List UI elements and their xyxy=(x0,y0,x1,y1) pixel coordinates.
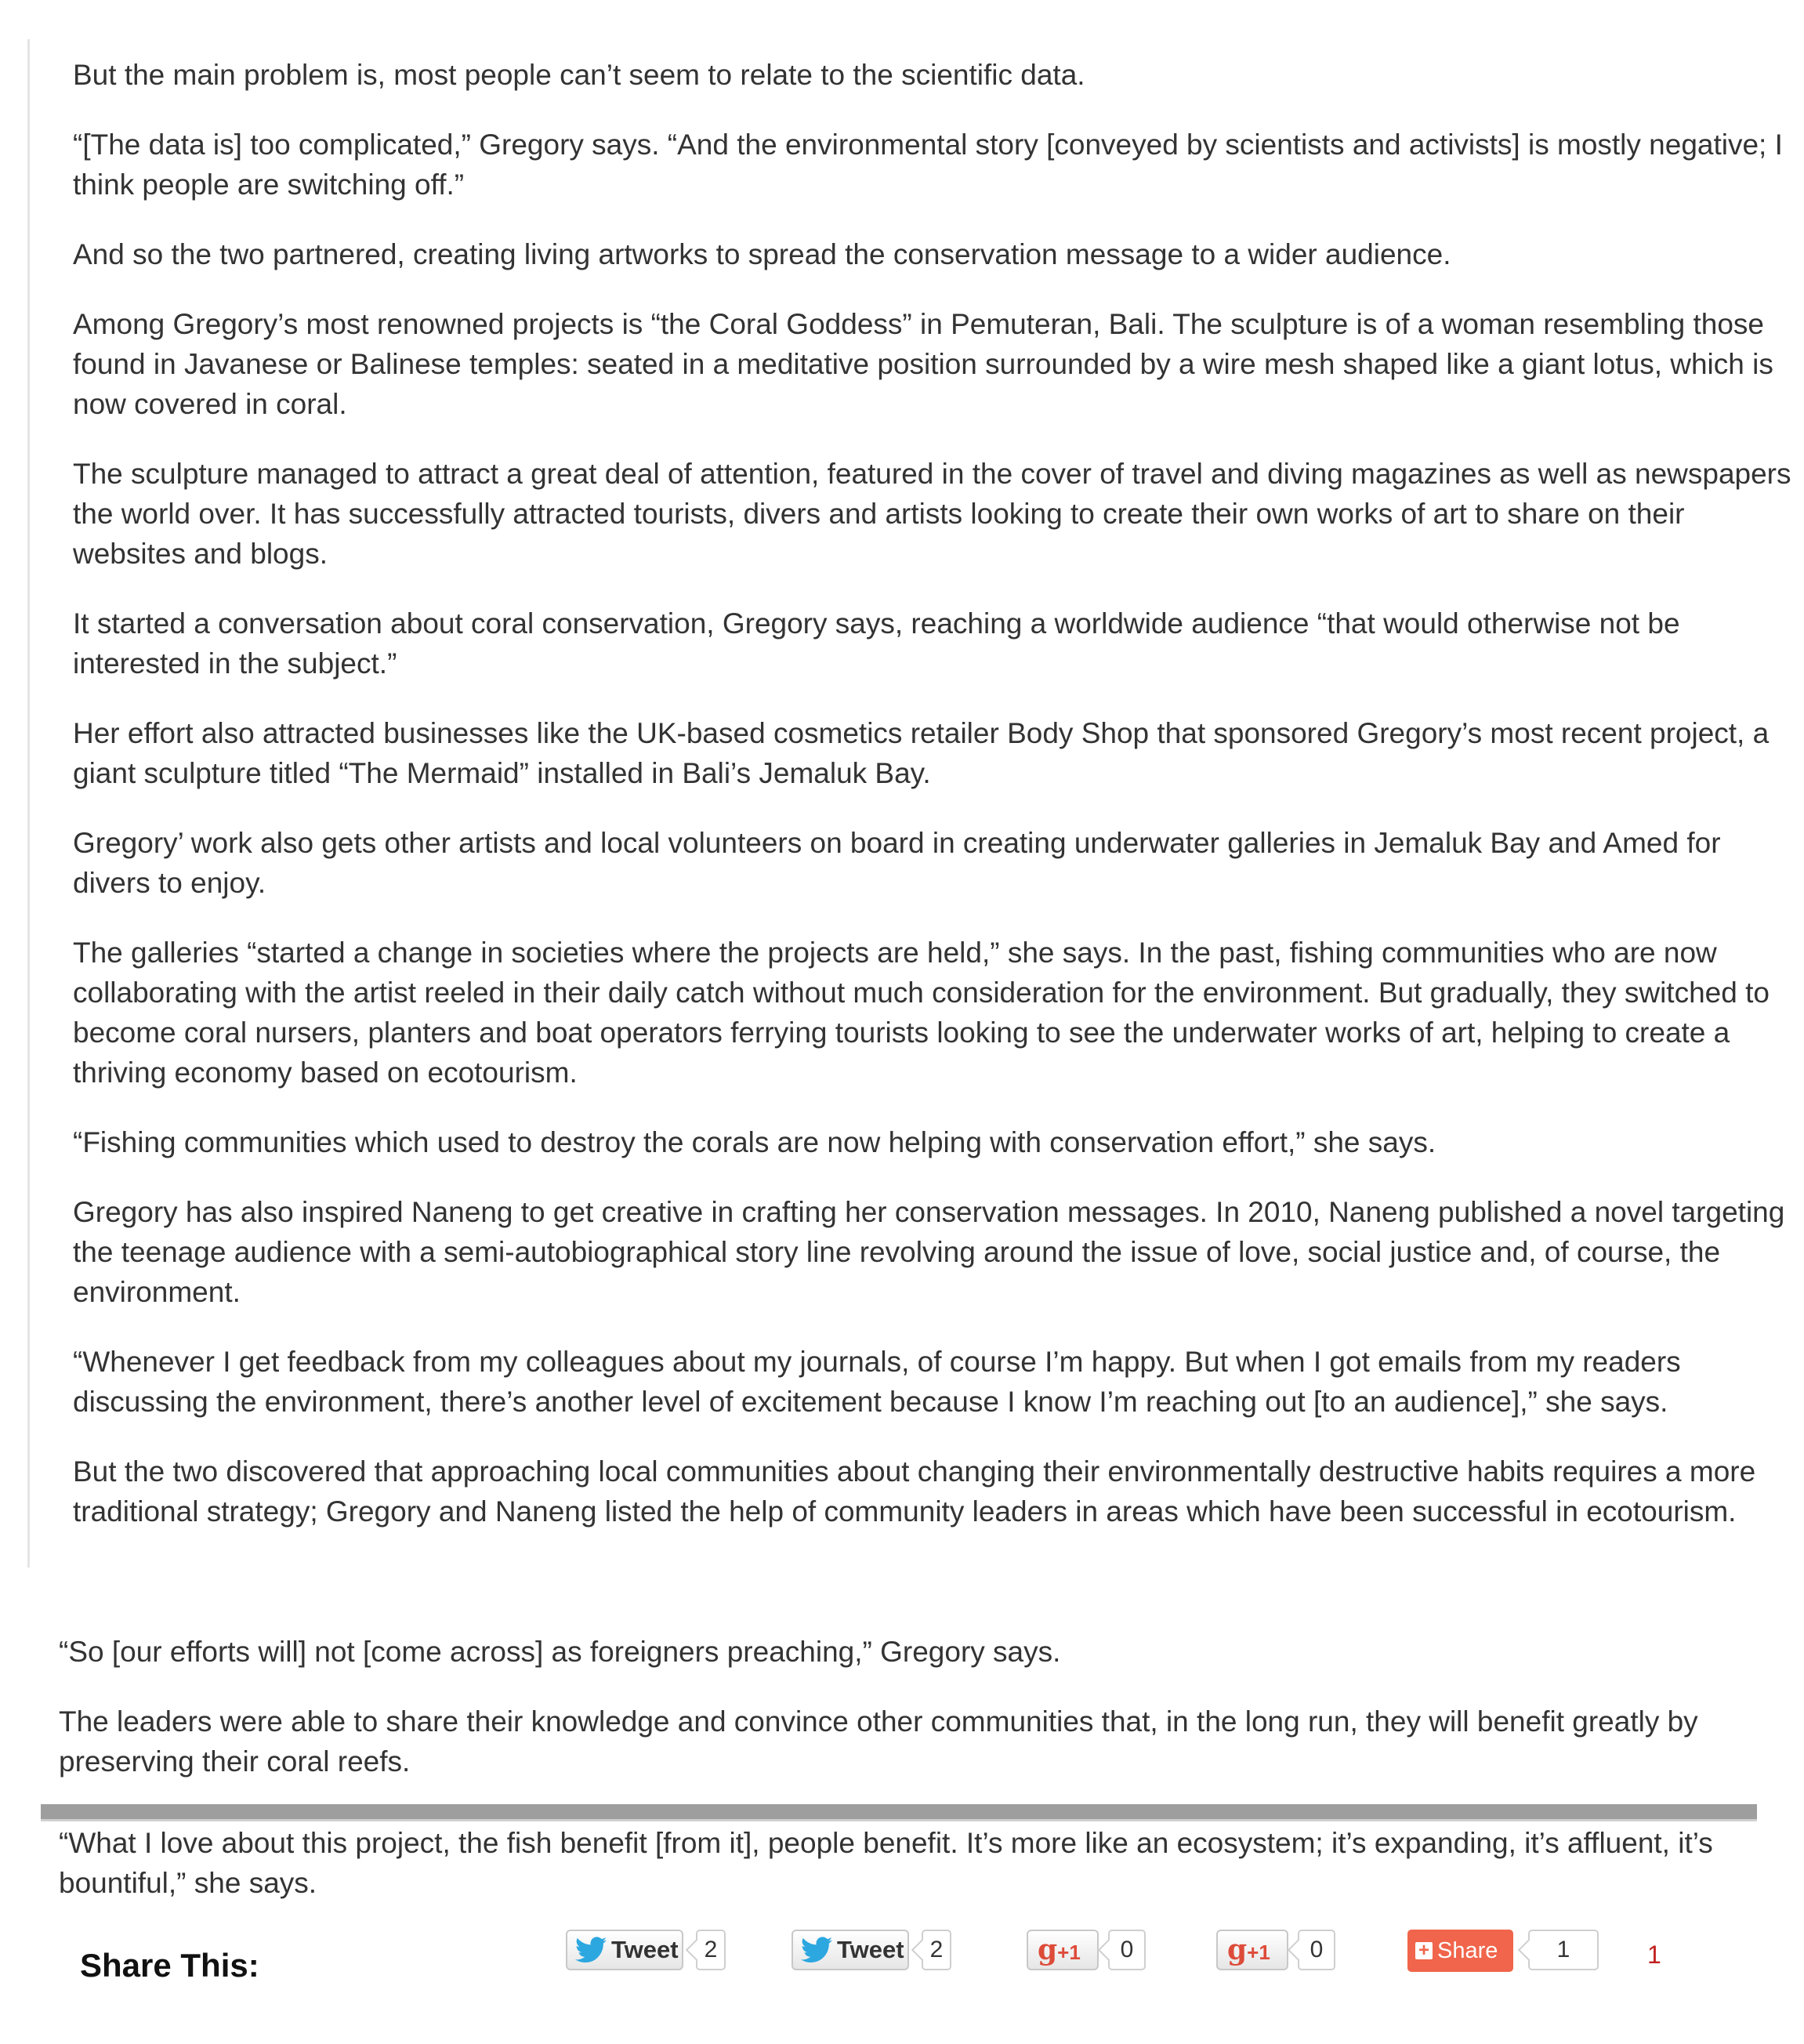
share-count: 1 xyxy=(1528,1930,1599,1970)
final-paragraph: “What I love about this project, the fish benefit [from it], people benefit. It’s more like an ecosystem; it’s expanding, it’s affluent, it’s bountiful,” she says. xyxy=(59,1827,1713,1899)
google-plus-icon: g+1 xyxy=(1038,1933,1081,1966)
article-body-lower xyxy=(59,1632,1767,1811)
share-button[interactable] xyxy=(1407,1930,1513,1972)
tweet-count: 2 xyxy=(696,1930,726,1970)
share-this-label: Share This: xyxy=(80,1947,259,1984)
google-plus-one-button[interactable] xyxy=(1027,1930,1099,1970)
paragraph: Gregory’ work also gets other artists and local volunteers on board in creating underwater galleries in Jemaluk Bay and Amed for divers to enjoy. xyxy=(73,827,1721,899)
paragraph: But the two discovered that approaching local communities about changing their environmentally destructive habits requires a more traditional strategy; Gregory and Naneng listed the help of community leaders in areas which have been successful in ecotourism. xyxy=(73,1455,1756,1528)
paragraph: But the main problem is, most people can’t seem to relate to the scientific data. xyxy=(73,59,1085,91)
tweet-label: Tweet xyxy=(611,1936,679,1963)
google-plus-count: 0 xyxy=(1298,1930,1335,1970)
paragraph: “Whenever I get feedback from my colleagues about my journals, of course I’m happy. But when I got emails from my readers discussing the environment, there’s another level of excitement because I know I’m reaching out [to an audience],” she says. xyxy=(73,1346,1681,1418)
paragraph: The sculpture managed to attract a great deal of attention, featured in the cover of travel and diving magazines as well as newspapers the world over. It has successfully attracted tourists, divers and artists looking to create their own works of art to share on their websites and blogs. xyxy=(73,458,1791,570)
article-body-upper xyxy=(27,39,1793,1567)
paragraph: Gregory has also inspired Naneng to get creative in crafting her conservation messages. In 2010, Naneng published a novel targeting the teenage audience with a semi-autobiographical story line revolving around the issue of love, social justice and, of course, the environment. xyxy=(73,1196,1785,1308)
tweet-button[interactable] xyxy=(566,1930,683,1970)
paragraph: “So [our efforts will] not [come across] as foreigners preaching,” Gregory says. xyxy=(59,1636,1061,1668)
total-share-count: 1 xyxy=(1647,1941,1661,1969)
paragraph: It started a conversation about coral conservation, Gregory says, reaching a worldwide audience “that would otherwise not be interested in the subject.” xyxy=(73,607,1680,680)
tweet-label: Tweet xyxy=(837,1936,904,1963)
paragraph: “Fishing communities which used to destroy the corals are now helping with conservation effort,” she says. xyxy=(73,1126,1436,1158)
share-button-label: Share xyxy=(1437,1937,1498,1963)
paragraph: Among Gregory’s most renowned projects is “the Coral Goddess” in Pemuteran, Bali. The sculpture is of a woman resembling those found in Javanese or Balinese temples: seated in a meditative position surrounded by a wire mesh shaped like a giant lotus, which is now covered in coral. xyxy=(73,308,1773,420)
paragraph: The galleries “started a change in societies where the projects are held,” she says. In the past, fishing communities who are now collaborating with the artist reeled in their daily catch without much consideration for the environment. But gradually, they switched to become coral nursers, planters and boat operators ferrying tourists looking to see the underwater works of art, helping to create a thriving economy based on ecotourism. xyxy=(73,937,1770,1089)
plus-icon: + xyxy=(1415,1942,1433,1959)
google-plus-icon: g+1 xyxy=(1227,1933,1270,1966)
twitter-bird-icon xyxy=(801,1937,832,1963)
paragraph: The leaders were able to share their knowledge and convince other communities that, in the long run, they will benefit greatly by preserving their coral reefs. xyxy=(59,1705,1698,1778)
google-plus-one-button-2[interactable] xyxy=(1216,1930,1288,1970)
paragraph: “[The data is] too complicated,” Gregory says. “And the environmental story [conveyed by scientists and activists] is mostly negative; I think people are switching off.” xyxy=(73,129,1783,201)
google-plus-count: 0 xyxy=(1108,1930,1146,1970)
tweet-button-2[interactable] xyxy=(792,1930,909,1970)
paragraph: Her effort also attracted businesses like the UK-based cosmetics retailer Body Shop that sponsored Gregory’s most recent project, a giant sculpture titled “The Mermaid” installed in Bali’s Jemaluk Bay. xyxy=(73,717,1770,789)
section-divider xyxy=(41,1804,1757,1821)
paragraph: And so the two partnered, creating living artworks to spread the conservation message to a wider audience. xyxy=(73,238,1451,270)
tweet-count: 2 xyxy=(922,1930,951,1970)
twitter-bird-icon xyxy=(575,1937,607,1963)
